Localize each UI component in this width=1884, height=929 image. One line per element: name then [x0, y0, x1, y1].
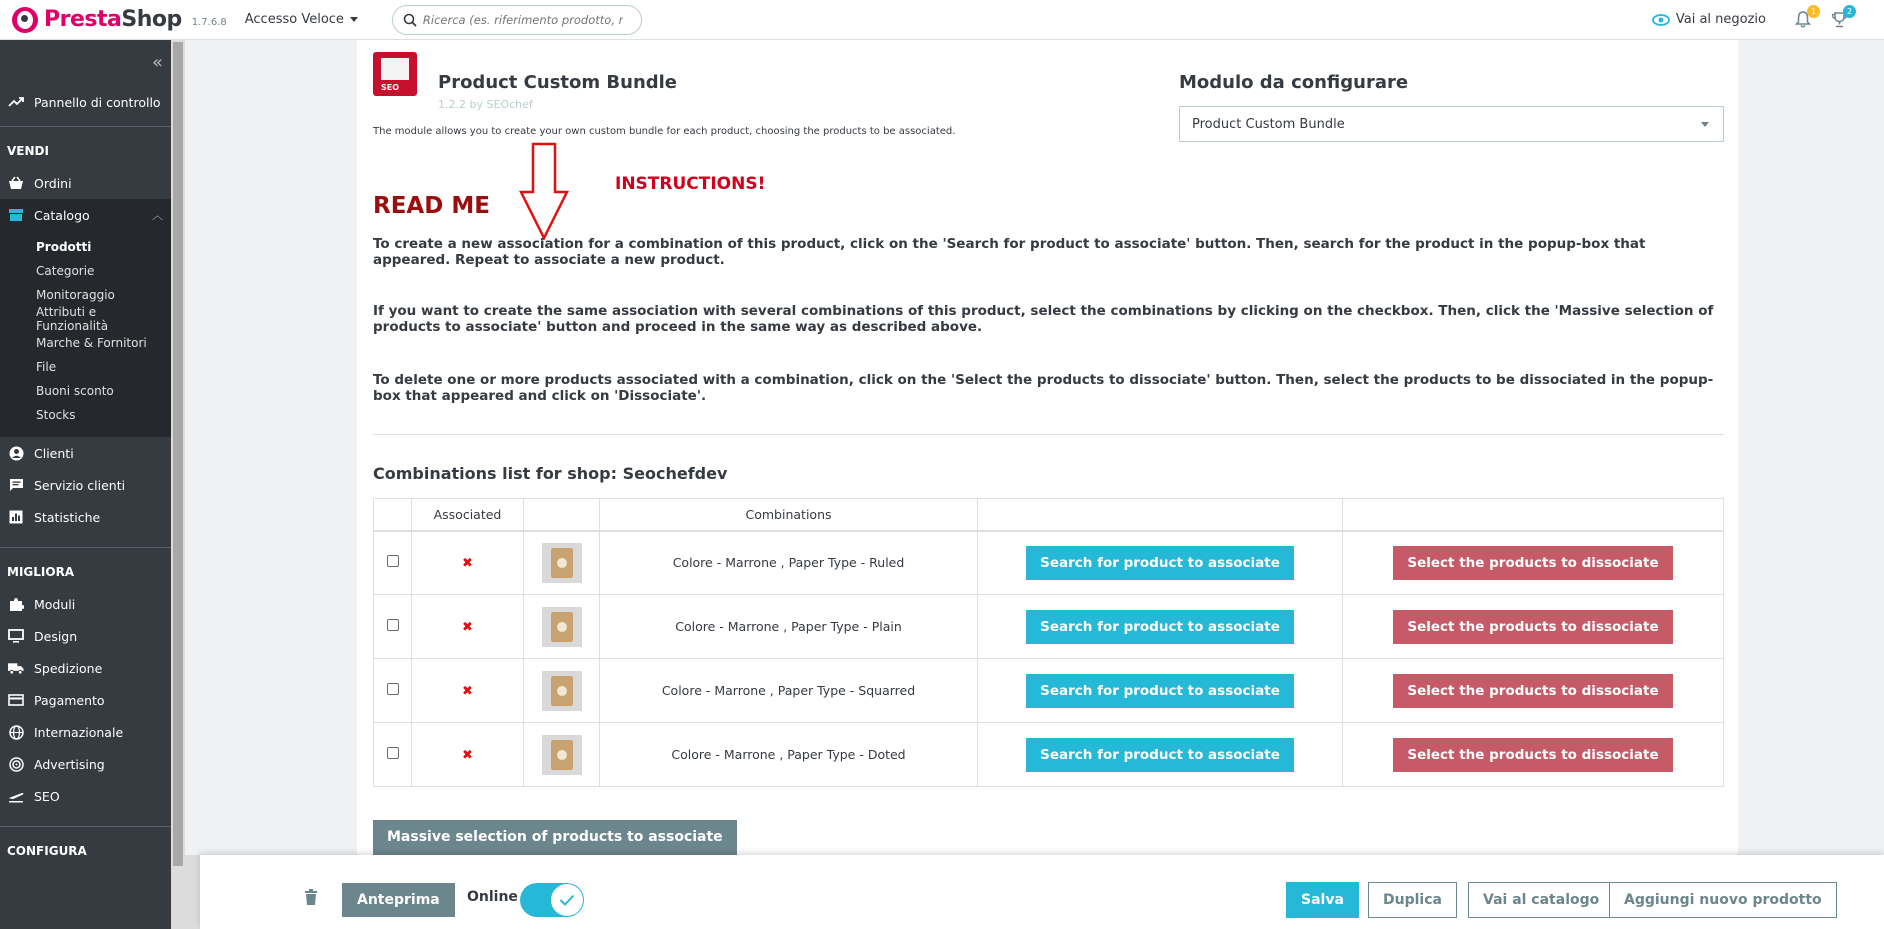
search-product-button[interactable]: Search for product to associate — [1026, 546, 1294, 580]
duplicate-button[interactable]: Duplica — [1368, 882, 1457, 918]
sidebar — [0, 40, 185, 929]
top-header — [0, 0, 1884, 40]
not-associated-icon: ✖ — [462, 619, 473, 635]
sidebar-label: Statistiche — [34, 509, 101, 525]
version-label: 1.7.6.8 — [191, 17, 227, 28]
product-thumbnail — [542, 543, 582, 583]
search-product-button[interactable]: Search for product to associate — [1026, 738, 1294, 772]
store-icon — [8, 207, 24, 223]
sidebar-label: Design — [34, 628, 78, 644]
sidebar-divider — [0, 126, 171, 127]
sidebar-item-orders[interactable] — [0, 167, 171, 199]
target-icon — [8, 756, 24, 772]
readme-paragraph-2: If you want to create the same association with several combinations of this product, select the combinations by clicking on the checkbox. Then, click the 'Massive selection of products to associate' button and proceed in the same way as described above. — [373, 303, 1714, 335]
readme-paragraph-1: To create a new association for a combination of this product, click on the 'Search for product to associate' button. Then, search for the product in the popup-box that appeared. Repeat to associate a new product. — [373, 236, 1646, 268]
sidebar-label: Internazionale — [34, 724, 124, 740]
header-image — [524, 499, 600, 531]
combination-name: Colore - Marrone , Paper Type - Doted — [600, 723, 978, 787]
module-version: 1.2.2 by SEOchef — [438, 98, 533, 111]
trending-up-icon — [8, 94, 24, 110]
sidebar-subitem-files[interactable]: File — [36, 360, 57, 374]
sidebar-label: Servizio clienti — [34, 477, 126, 493]
orders-notification[interactable] — [1792, 6, 1817, 31]
sidebar-label: Spedizione — [34, 660, 103, 676]
row-checkbox[interactable] — [387, 683, 399, 695]
search-input[interactable] — [423, 13, 623, 27]
header-dissociate-action — [1343, 499, 1724, 531]
sidebar-item-catalog[interactable] — [0, 199, 171, 231]
search-icon — [403, 13, 417, 27]
plane-takeoff-icon — [8, 788, 24, 804]
preview-button[interactable]: Anteprima — [342, 883, 455, 917]
instructions-annotation: INSTRUCTIONS! — [615, 174, 766, 194]
not-associated-icon: ✖ — [462, 683, 473, 699]
sidebar-subitem-stocks[interactable]: Stocks — [36, 408, 76, 422]
combination-name: Colore - Marrone , Paper Type - Ruled — [600, 531, 978, 595]
credit-card-icon — [8, 692, 24, 708]
eye-icon — [1652, 14, 1670, 26]
trash-icon[interactable] — [304, 889, 318, 906]
sidebar-item-dashboard[interactable] — [0, 86, 171, 118]
sidebar-item-shipping[interactable] — [0, 652, 171, 684]
module-select-value: Product Custom Bundle — [1192, 116, 1345, 132]
product-thumbnail — [542, 671, 582, 711]
section-divider — [373, 434, 1724, 435]
search-product-button[interactable]: Search for product to associate — [1026, 610, 1294, 644]
readme-paragraph-3: To delete one or more products associated with a combination, click on the 'Select the products to dissociate' button. Then, select the products to be dissociated in the popup-box that appeared and click on 'Dissociate'. — [373, 372, 1714, 404]
sidebar-subitem-vouchers[interactable]: Buoni sconto — [36, 384, 114, 398]
sidebar-divider — [0, 826, 171, 827]
save-button[interactable]: Salva — [1286, 882, 1359, 918]
sidebar-item-international[interactable] — [0, 716, 171, 748]
orders-badge: 1 — [1807, 5, 1820, 18]
brand-name: PrestaShop — [44, 7, 182, 32]
globe-icon — [8, 724, 24, 740]
sidebar-subitem-categories[interactable]: Categorie — [36, 264, 95, 278]
module-logo-text: SEO — [381, 83, 400, 92]
not-associated-icon: ✖ — [462, 747, 473, 763]
basket-icon — [8, 175, 24, 191]
down-arrow-annotation-icon — [519, 142, 569, 240]
sidebar-section-sell: VENDI — [7, 144, 49, 158]
sidebar-item-stats[interactable] — [0, 501, 171, 533]
table-row — [374, 531, 1724, 595]
caret-down-icon — [1701, 122, 1709, 127]
readme-title: READ ME — [373, 193, 490, 219]
prestashop-logo[interactable] — [12, 7, 182, 33]
chevron-up-icon: ︿ — [152, 209, 163, 222]
sidebar-label: SEO — [34, 788, 60, 804]
sidebar-item-design[interactable] — [0, 620, 171, 652]
module-to-configure-title: Modulo da configurare — [1179, 72, 1409, 93]
catalog-submenu — [0, 231, 171, 437]
sidebar-item-modules[interactable] — [0, 588, 171, 620]
toggle-knob — [551, 884, 583, 916]
chat-icon — [8, 477, 24, 493]
sidebar-subitem-monitoring[interactable]: Monitoraggio — [36, 288, 115, 302]
sidebar-subitem-attributes[interactable]: Attributi e Funzionalità — [36, 305, 109, 333]
view-shop-label: Vai al negozio — [1675, 12, 1766, 27]
puzzle-icon — [8, 596, 24, 612]
check-icon — [559, 894, 575, 906]
table-row — [374, 659, 1724, 723]
sidebar-label: Pannello di controllo — [34, 94, 161, 110]
product-thumbnail — [542, 607, 582, 647]
module-description: The module allows you to create your own custom bundle for each product, choosing the products to be associated. — [373, 126, 956, 137]
table-row — [374, 723, 1724, 787]
sidebar-label: Moduli — [34, 596, 76, 612]
view-shop-link[interactable] — [1652, 12, 1766, 27]
module-select[interactable] — [1179, 106, 1724, 142]
sidebar-label: Catalogo — [34, 207, 90, 223]
not-associated-icon: ✖ — [462, 555, 473, 571]
search-box[interactable] — [392, 5, 642, 35]
header-right — [1652, 6, 1864, 31]
sidebar-item-advertising[interactable] — [0, 748, 171, 780]
online-label: Online — [467, 889, 518, 905]
dissociate-products-button[interactable]: Select the products to dissociate — [1393, 674, 1672, 708]
content-background — [1738, 40, 1884, 929]
add-new-product-button[interactable]: Aggiungi nuovo prodotto — [1609, 882, 1837, 918]
row-checkbox[interactable] — [387, 619, 399, 631]
sidebar-scrollbar-track-bottom — [185, 855, 200, 929]
collapse-sidebar-icon[interactable]: « — [151, 52, 163, 73]
truck-icon — [8, 660, 24, 676]
sidebar-label: Ordini — [34, 175, 72, 191]
quick-access-dropdown[interactable] — [245, 12, 358, 27]
header-associated: Associated — [412, 499, 524, 531]
massive-selection-button[interactable]: Massive selection of products to associate — [373, 820, 737, 855]
customers-badge: 2 — [1843, 5, 1856, 18]
table-row — [374, 595, 1724, 659]
sidebar-item-customers[interactable] — [0, 437, 171, 469]
product-thumbnail — [542, 735, 582, 775]
combination-name: Colore - Marrone , Paper Type - Plain — [600, 595, 978, 659]
module-config-card — [357, 40, 1738, 855]
combinations-table — [373, 498, 1724, 787]
user-circle-icon — [8, 445, 24, 461]
header-search-action — [978, 499, 1343, 531]
bar-chart-icon — [8, 509, 24, 525]
sidebar-item-seo[interactable] — [0, 780, 171, 812]
combination-name: Colore - Marrone , Paper Type - Squarred — [600, 659, 978, 723]
header-select — [374, 499, 412, 531]
sidebar-label: Advertising — [34, 756, 105, 772]
sidebar-item-payment[interactable] — [0, 684, 171, 716]
dissociate-products-button[interactable]: Select the products to dissociate — [1393, 738, 1672, 772]
product-footer-bar — [200, 855, 1884, 929]
module-title: Product Custom Bundle — [438, 72, 678, 93]
table-header-row — [374, 499, 1724, 531]
combinations-title: Combinations list for shop: Seochefdev — [373, 464, 728, 483]
sidebar-section-improve: MIGLIORA — [7, 565, 75, 579]
dissociate-products-button[interactable]: Select the products to dissociate — [1393, 610, 1672, 644]
sidebar-section-configure: CONFIGURA — [7, 844, 87, 858]
sidebar-label: Pagamento — [34, 692, 105, 708]
dissociate-products-button[interactable]: Select the products to dissociate — [1393, 546, 1672, 580]
row-checkbox[interactable] — [387, 747, 399, 759]
quick-access-label: Accesso Veloce — [244, 12, 344, 27]
sidebar-scrollbar-thumb[interactable] — [173, 42, 183, 866]
online-toggle[interactable] — [520, 883, 584, 917]
sidebar-label: Clienti — [34, 445, 74, 461]
search-product-button[interactable]: Search for product to associate — [1026, 674, 1294, 708]
module-logo — [373, 52, 417, 96]
sidebar-divider — [0, 547, 171, 548]
sidebar-subitem-products[interactable]: Prodotti — [36, 240, 92, 254]
header-combinations: Combinations — [600, 499, 978, 531]
caret-down-icon — [350, 17, 358, 22]
sidebar-subitem-brands[interactable]: Marche & Fornitori — [36, 336, 147, 350]
sidebar-item-customer-service[interactable] — [0, 469, 171, 501]
go-to-catalog-button[interactable]: Vai al catalogo — [1468, 882, 1614, 918]
sidebar-scrollbar[interactable] — [171, 40, 185, 929]
puffin-logo-icon — [12, 7, 38, 33]
row-checkbox[interactable] — [387, 555, 399, 567]
desktop-icon — [8, 628, 24, 644]
customers-notification[interactable] — [1828, 6, 1853, 31]
